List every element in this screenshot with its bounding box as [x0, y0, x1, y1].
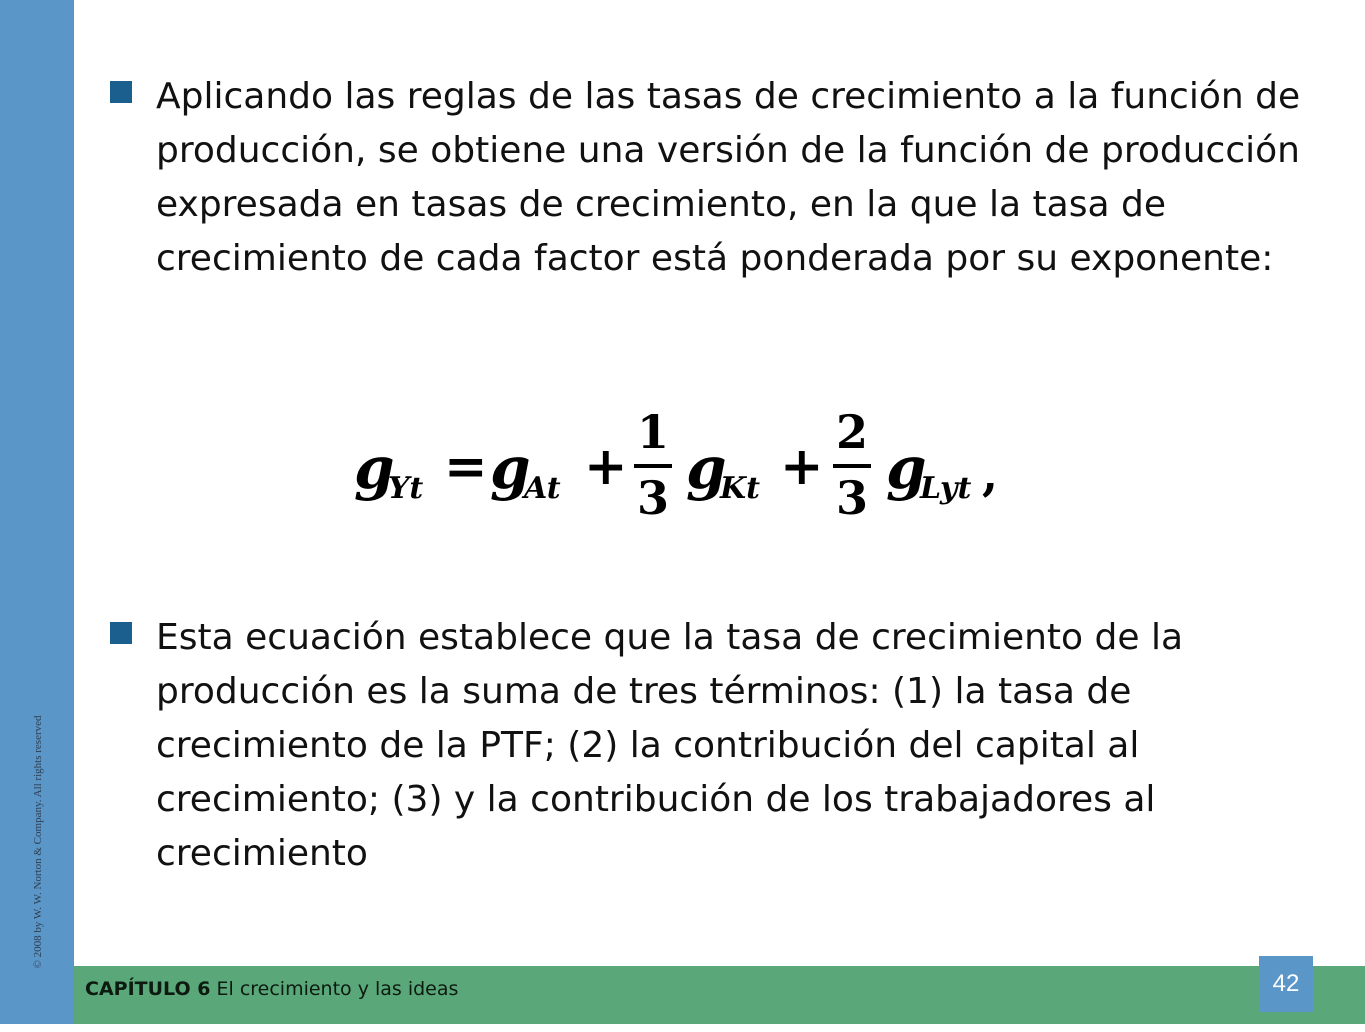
eq-frac2-bar [833, 464, 871, 468]
page-number: 42 [1272, 970, 1300, 997]
eq-plus-2: + [780, 436, 824, 497]
eq-frac2-num: 2 [835, 405, 869, 459]
eq-plus-1: + [584, 436, 628, 497]
bullet-square-icon [110, 622, 132, 644]
eq-term3-g: g [886, 434, 927, 502]
eq-term1-sub: At [524, 471, 561, 506]
eq-term3-sub: Lyt [920, 471, 972, 506]
chapter-label: CAPÍTULO 6 [85, 978, 211, 1000]
bullet-square-icon [110, 81, 132, 103]
eq-term2-sub: Kt [720, 471, 760, 506]
growth-equation [352, 404, 1012, 524]
eq-frac1-den: 3 [636, 471, 670, 524]
eq-equals: = [444, 436, 488, 497]
eq-lhs-g: g [354, 434, 395, 502]
bullet-text-2: Esta ecuación establece que la tasa de crecimiento de la producción es la suma de tres términos: (1) la tasa de crecimiento de la PTF; (2) la contribución del capital al crecimiento; (3) y la contribución de los trabajadores al crecimiento [156, 617, 1184, 874]
chapter-title: El crecimiento y las ideas [210, 978, 459, 1000]
copyright-notice: © 2008 by W. W. Norton & Company. All rights reserved [32, 715, 44, 969]
eq-frac2-den: 3 [835, 471, 869, 524]
eq-lhs-sub: Yt [388, 471, 424, 506]
eq-term1-g: g [490, 434, 531, 502]
eq-term2-g: g [686, 434, 727, 502]
bullet-text-1: Aplicando las reglas de las tasas de crecimiento a la función de producción, se obtiene una versión de la función de producción expresada en tasas de crecimiento, en la que la tasa de crecimiento de cada factor está ponderada por su exponente: [156, 76, 1301, 279]
eq-trailing-comma: , [982, 447, 999, 501]
eq-frac1-bar [634, 464, 672, 468]
eq-frac1-num: 1 [636, 405, 670, 459]
chapter-heading [85, 976, 458, 1002]
page-number-box [1259, 956, 1313, 1012]
